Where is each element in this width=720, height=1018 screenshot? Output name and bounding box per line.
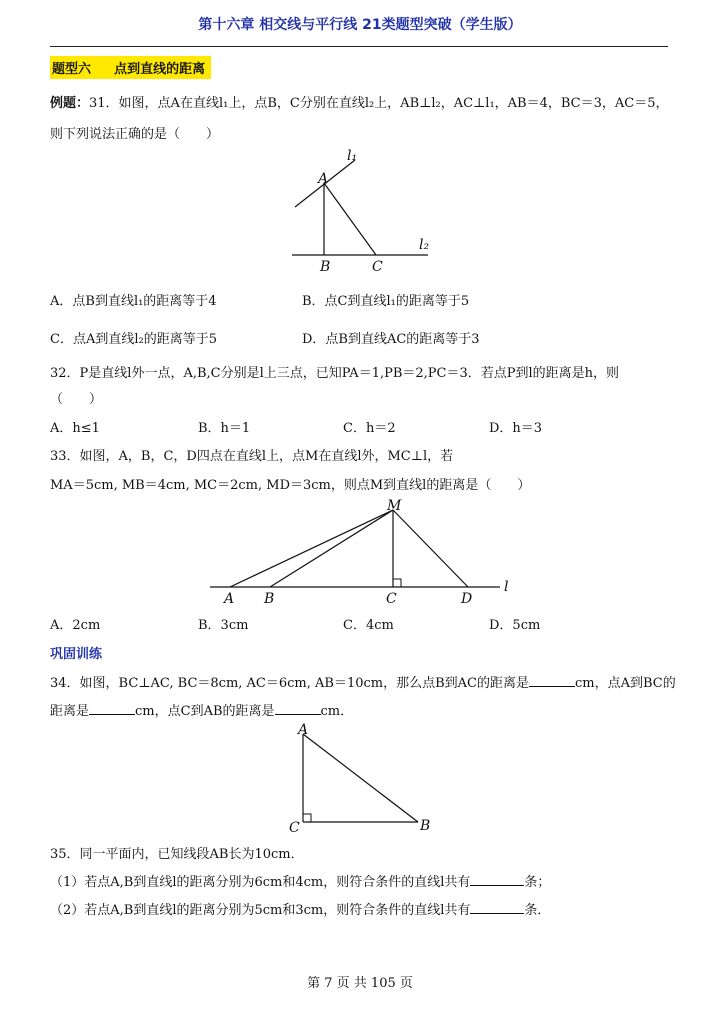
section-heading — [50, 56, 211, 79]
line-l2-label: l₂ — [419, 237, 430, 253]
q32-option-d: D．h＝3 — [489, 421, 543, 436]
q34-text-1: 34．如图，BC⊥AC, BC＝8cm, AC＝6cm, AB＝10cm，那么点B到AC的距离是 — [50, 676, 529, 691]
point-b-label: B — [420, 818, 431, 834]
segment-md — [393, 510, 468, 587]
point-c-label: C — [289, 820, 300, 836]
q32-option-a: A．h≤1 — [50, 421, 100, 436]
segment-mb — [270, 510, 393, 587]
answer-blank — [470, 873, 524, 886]
q32-option-c: C．h＝2 — [343, 421, 396, 436]
answer-blank — [275, 702, 321, 715]
right-angle-mark — [393, 579, 401, 587]
q31-figure — [280, 145, 450, 275]
q34-line1 — [50, 672, 676, 691]
point-d-label: D — [461, 591, 473, 607]
q34-text-2: cm，点A到BC的 — [575, 676, 676, 691]
point-b-label: B — [320, 259, 331, 275]
q31-option-b: B．点C到直线l₁的距离等于5 — [302, 294, 470, 309]
q35-line1: 35．同一平面内，已知线段AB长为10cm． — [50, 847, 304, 862]
practice-heading: 巩固训练 — [50, 647, 103, 662]
q35-sub1-text: （1）若点A,B到直线l的距离分别为6cm和4cm，则符合条件的直线l共有 — [50, 875, 471, 890]
point-c-label: C — [386, 591, 397, 607]
q34-text-4: cm，点C到AB的距离是 — [135, 704, 275, 719]
q34-figure — [280, 718, 440, 836]
answer-blank — [89, 702, 135, 715]
q34-line2 — [50, 700, 353, 719]
q33-line2: MA＝5cm, MB＝4cm, MC＝2cm, MD＝3cm，则点M到直线l的距离是（ ） — [50, 478, 531, 493]
q31-text: 31．如图，点A在直线l₁上，点B，C分别在直线l₂上，AB⊥l₂，AC⊥l₁，AB＝4，BC＝3，AC＝5， — [89, 96, 669, 111]
point-a-label: A — [318, 171, 329, 187]
answer-blank — [470, 901, 524, 914]
q31-line1 — [50, 92, 668, 111]
q34-text-5: cm． — [320, 704, 354, 719]
answer-blank — [529, 674, 575, 687]
q35-sub1 — [50, 871, 550, 890]
page-footer: 第 7 页 共 105 页 — [307, 976, 413, 991]
section-label: 题型六 — [52, 62, 92, 77]
segment-ab — [303, 734, 418, 822]
q31-option-d: D．点B到直线AC的距离等于3 — [302, 332, 480, 347]
q35-sub2-text: （2）若点A,B到直线l的距离分别为5cm和3cm，则符合条件的直线l共有 — [50, 903, 471, 918]
point-c-label: C — [372, 259, 383, 275]
segment-ma — [230, 510, 393, 587]
q35-sub2-end: 条． — [524, 903, 551, 918]
q33-figure — [200, 492, 530, 610]
q35-sub1-end: 条； — [524, 875, 551, 890]
q33-option-c: C．4cm — [343, 618, 394, 633]
q32-option-b: B．h＝1 — [198, 421, 251, 436]
q32-line2: （ ） — [50, 392, 103, 407]
q32-line1: 32．P是直线l外一点，A,B,C分别是l上三点，已知PA＝1,PB＝2,PC＝3．若点P到l的距离是h，则 — [50, 366, 620, 381]
line-l-label: l — [504, 579, 509, 595]
q31-line2: 则下列说法正确的是（ ） — [50, 127, 220, 142]
q31-option-c: C．点A到直线l₂的距离等于5 — [50, 332, 217, 347]
line-l1-label: l₁ — [347, 148, 358, 164]
header-divider — [50, 46, 668, 47]
q33-line1: 33．如图，A，B，C，D四点在直线l上，点M在直线l外，MC⊥l，若 — [50, 449, 454, 464]
page-header-title: 第十六章 相交线与平行线 21类题型突破（学生版） — [198, 17, 522, 33]
point-a-label: A — [224, 591, 235, 607]
right-angle-mark — [303, 814, 311, 822]
q34-text-3: 距离是 — [50, 704, 90, 719]
q31-option-a: A．点B到直线l₁的距离等于4 — [50, 294, 217, 309]
q33-option-d: D．5cm — [489, 618, 541, 633]
q35-sub2 — [50, 899, 550, 918]
segment-ac — [324, 183, 376, 255]
q33-option-a: A．2cm — [50, 618, 101, 633]
point-b-label: B — [264, 591, 275, 607]
q33-option-b: B．3cm — [198, 618, 249, 633]
point-a-label: A — [298, 722, 309, 738]
section-title: 点到直线的距离 — [114, 62, 206, 77]
point-m-label: M — [387, 498, 402, 514]
example-prefix: 例题： — [50, 96, 90, 111]
